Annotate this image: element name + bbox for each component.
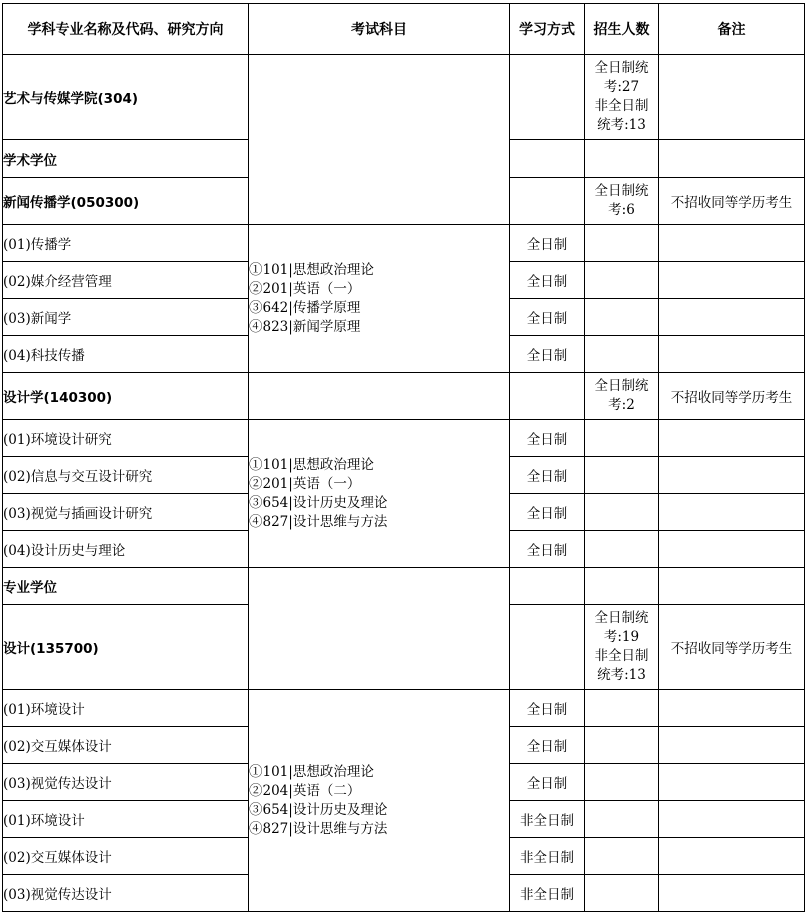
header-note: 备注 <box>659 4 805 55</box>
note-cell <box>659 494 805 531</box>
mode-cell: 非全日制 <box>510 875 585 912</box>
direction-name: (03)视觉与插画设计研究 <box>3 494 249 531</box>
direction-name: (01)环境设计 <box>3 801 249 838</box>
direction-name: (01)环境设计研究 <box>3 420 249 457</box>
header-exam: 考试科目 <box>249 4 510 55</box>
direction-name: (03)新闻学 <box>3 299 249 336</box>
quota-cell <box>585 764 659 801</box>
exam-empty-cell <box>249 55 510 225</box>
exam-subjects: ①101|思想政治理论 ②201|英语（一） ③654|设计历史及理论 ④827|设计思维与方法 <box>249 420 510 568</box>
quota-cell <box>585 531 659 568</box>
note-cell <box>659 838 805 875</box>
admissions-table <box>2 3 805 912</box>
quota-cell <box>585 336 659 373</box>
mode-cell: 全日制 <box>510 457 585 494</box>
note-cell <box>659 299 805 336</box>
mode-cell <box>510 140 585 178</box>
header-row <box>3 4 805 55</box>
quota-cell <box>585 225 659 262</box>
note-cell <box>659 801 805 838</box>
professional-degree-label: 专业学位 <box>3 568 249 605</box>
table-row <box>3 55 805 140</box>
quota-cell <box>585 568 659 605</box>
table-row <box>3 225 805 262</box>
note-cell <box>659 420 805 457</box>
quota-cell <box>585 801 659 838</box>
table-row <box>3 568 805 605</box>
major-design: 设计(135700) <box>3 605 249 690</box>
note-cell <box>659 531 805 568</box>
quota-cell <box>585 420 659 457</box>
header-mode: 学习方式 <box>510 4 585 55</box>
quota-cell <box>585 727 659 764</box>
quota-cell <box>585 494 659 531</box>
table-row <box>3 690 805 727</box>
mode-cell: 全日制 <box>510 494 585 531</box>
exam-subjects: ①101|思想政治理论 ②201|英语（一） ③642|传播学原理 ④823|新闻学原理 <box>249 225 510 373</box>
mode-cell: 全日制 <box>510 420 585 457</box>
note-cell <box>659 457 805 494</box>
mode-cell <box>510 178 585 225</box>
quota-cell: 全日制统 考:19 非全日制 统考:13 <box>585 605 659 690</box>
note-cell <box>659 336 805 373</box>
note-cell <box>659 568 805 605</box>
quota-cell: 全日制统 考:27 非全日制 统考:13 <box>585 55 659 140</box>
note-cell <box>659 690 805 727</box>
mode-cell: 全日制 <box>510 262 585 299</box>
quota-cell <box>585 262 659 299</box>
note-cell <box>659 225 805 262</box>
note-cell: 不招收同等学历考生 <box>659 605 805 690</box>
quota-cell <box>585 457 659 494</box>
exam-empty-cell <box>249 568 510 690</box>
mode-cell: 非全日制 <box>510 838 585 875</box>
direction-name: (02)交互媒体设计 <box>3 727 249 764</box>
academic-degree-label: 学术学位 <box>3 140 249 178</box>
table-row <box>3 373 805 420</box>
mode-cell: 非全日制 <box>510 801 585 838</box>
quota-cell: 全日制统 考:6 <box>585 178 659 225</box>
mode-cell <box>510 55 585 140</box>
mode-cell <box>510 373 585 420</box>
quota-cell <box>585 875 659 912</box>
mode-cell: 全日制 <box>510 299 585 336</box>
note-cell <box>659 764 805 801</box>
note-cell: 不招收同等学历考生 <box>659 178 805 225</box>
table-row <box>3 420 805 457</box>
direction-name: (04)设计历史与理论 <box>3 531 249 568</box>
direction-name: (01)传播学 <box>3 225 249 262</box>
mode-cell: 全日制 <box>510 336 585 373</box>
note-cell <box>659 55 805 140</box>
direction-name: (02)交互媒体设计 <box>3 838 249 875</box>
mode-cell: 全日制 <box>510 531 585 568</box>
direction-name: (02)信息与交互设计研究 <box>3 457 249 494</box>
direction-name: (03)视觉传达设计 <box>3 764 249 801</box>
direction-name: (04)科技传播 <box>3 336 249 373</box>
exam-subjects: ①101|思想政治理论 ②204|英语（二） ③654|设计历史及理论 ④827|设计思维与方法 <box>249 690 510 912</box>
header-quota: 招生人数 <box>585 4 659 55</box>
direction-name: (03)视觉传达设计 <box>3 875 249 912</box>
note-cell <box>659 727 805 764</box>
college-name: 艺术与传媒学院(304) <box>3 55 249 140</box>
mode-cell: 全日制 <box>510 225 585 262</box>
direction-name: (02)媒介经营管理 <box>3 262 249 299</box>
note-cell <box>659 140 805 178</box>
note-cell: 不招收同等学历考生 <box>659 373 805 420</box>
mode-cell: 全日制 <box>510 764 585 801</box>
direction-name: (01)环境设计 <box>3 690 249 727</box>
note-cell <box>659 262 805 299</box>
header-major: 学科专业名称及代码、研究方向 <box>3 4 249 55</box>
quota-cell <box>585 690 659 727</box>
quota-cell: 全日制统 考:2 <box>585 373 659 420</box>
exam-empty-cell <box>249 373 510 420</box>
mode-cell: 全日制 <box>510 727 585 764</box>
mode-cell <box>510 568 585 605</box>
quota-cell <box>585 299 659 336</box>
note-cell <box>659 875 805 912</box>
quota-cell <box>585 838 659 875</box>
mode-cell: 全日制 <box>510 690 585 727</box>
quota-cell <box>585 140 659 178</box>
major-design-science: 设计学(140300) <box>3 373 249 420</box>
mode-cell <box>510 605 585 690</box>
major-journalism: 新闻传播学(050300) <box>3 178 249 225</box>
